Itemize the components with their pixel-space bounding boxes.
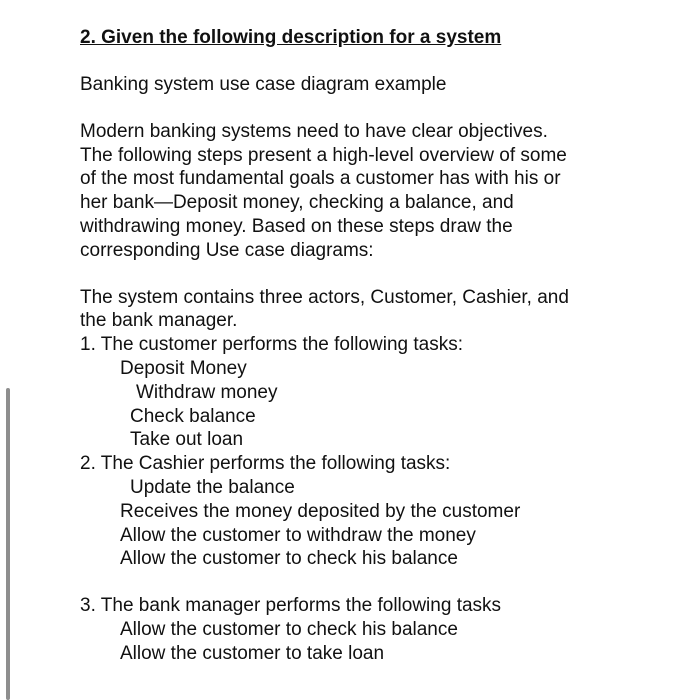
intro-line: Modern banking systems need to have clear objectives.	[80, 120, 548, 142]
intro-line: withdrawing money. Based on these steps draw the	[80, 215, 513, 237]
actors-line: The system contains three actors, Customer, Cashier, and	[80, 286, 569, 308]
customer-task: Take out loan	[130, 429, 244, 451]
intro-line: corresponding Use case diagrams:	[80, 239, 374, 261]
manager-section	[80, 594, 680, 665]
vertical-scrollbar[interactable]	[6, 388, 10, 700]
actors-line: the bank manager.	[80, 310, 238, 332]
cashier-task: Allow the customer to check his balance	[120, 548, 458, 570]
cashier-task: Allow the customer to withdraw the money	[120, 524, 476, 546]
manager-task: Allow the customer to take loan	[120, 642, 385, 664]
intro-line: The following steps present a high-level overview of some	[80, 144, 567, 166]
question-heading: 2. Given the following description for a system	[80, 27, 502, 48]
customer-task: Check balance	[130, 405, 256, 427]
manager-title: 3. The bank manager performs the following tasks	[80, 595, 502, 617]
cashier-title: 2. The Cashier performs the following tasks:	[80, 453, 451, 475]
intro-line: her bank—Deposit money, checking a balance, and	[80, 192, 514, 214]
cashier-task: Receives the money deposited by the customer	[120, 500, 521, 522]
actors-paragraph	[80, 286, 680, 334]
cashier-section	[80, 452, 680, 571]
subtitle: Banking system use case diagram example	[80, 74, 447, 95]
customer-title: 1. The customer performs the following tasks:	[80, 334, 463, 356]
customer-task: Withdraw money	[136, 381, 278, 403]
intro-line: of the most fundamental goals a customer has with his or	[80, 168, 561, 190]
cashier-task: Update the balance	[130, 476, 295, 498]
customer-section	[80, 333, 680, 452]
intro-paragraph	[80, 120, 680, 263]
manager-task: Allow the customer to check his balance	[120, 618, 458, 640]
document-body	[80, 26, 680, 666]
customer-task: Deposit Money	[120, 357, 247, 379]
